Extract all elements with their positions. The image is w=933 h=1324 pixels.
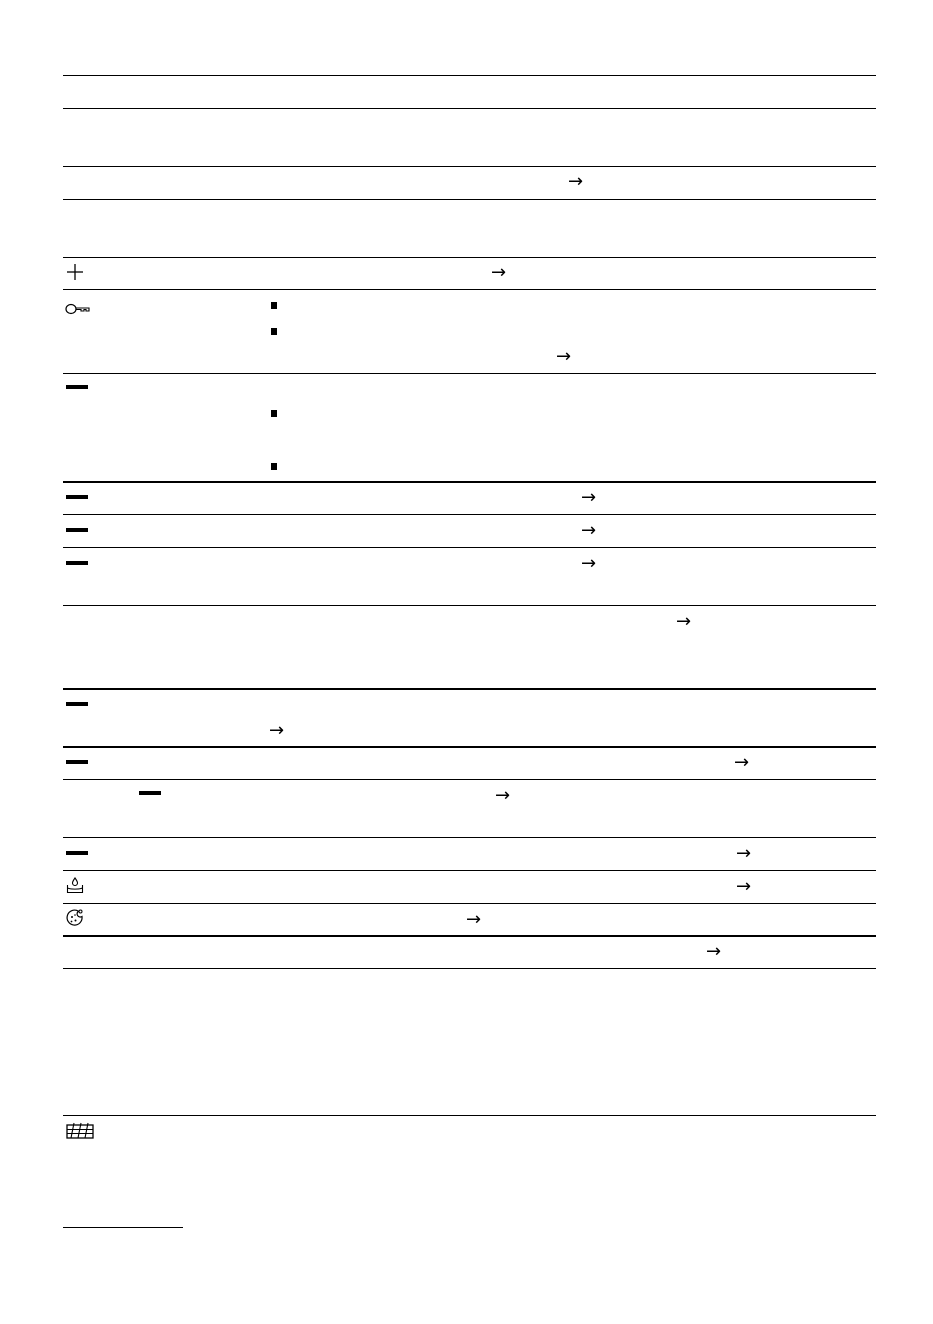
- dash-icon: [139, 791, 161, 795]
- dash-icon: [66, 528, 88, 532]
- arrow-symbol: →: [736, 876, 752, 897]
- table-rule: [63, 481, 876, 483]
- water-drop-icon: [66, 877, 84, 894]
- list-bullet: [271, 302, 277, 309]
- dash-icon: [66, 385, 88, 389]
- table-rule: [63, 870, 876, 871]
- arrow-symbol: →: [556, 346, 572, 367]
- dash-icon: [66, 851, 88, 855]
- dash-icon: [66, 702, 88, 706]
- arrow-symbol: →: [676, 611, 692, 632]
- table-rule: [63, 166, 876, 167]
- arrow-symbol: →: [495, 785, 511, 806]
- table-rule: [63, 968, 876, 969]
- table-rule: [63, 1115, 876, 1116]
- table-rule: [63, 514, 876, 515]
- table-rule: [63, 903, 876, 904]
- table-rule: [63, 605, 876, 606]
- arrow-symbol: →: [466, 909, 482, 930]
- arrow-symbol: →: [491, 262, 507, 283]
- list-bullet: [271, 463, 277, 470]
- grid-icon: [66, 1122, 94, 1140]
- plus-icon: [66, 263, 84, 281]
- arrow-symbol: →: [568, 171, 584, 192]
- footnote-rule: [63, 1227, 183, 1228]
- dash-icon: [66, 561, 88, 565]
- key-icon: [65, 302, 91, 316]
- table-rule: [63, 837, 876, 838]
- table-rule: [63, 746, 876, 748]
- table-rule: [63, 199, 876, 200]
- table-rule: [63, 779, 876, 780]
- arrow-symbol: →: [581, 520, 597, 541]
- dash-icon: [66, 760, 88, 764]
- arrow-symbol: →: [581, 487, 597, 508]
- table-rule: [63, 935, 876, 937]
- arrow-symbol: →: [736, 843, 752, 864]
- list-bullet: [271, 410, 277, 417]
- table-rule: [63, 373, 876, 374]
- table-rule: [63, 547, 876, 548]
- cookie-icon: [66, 909, 84, 927]
- table-rule: [63, 688, 876, 690]
- arrow-symbol: →: [706, 941, 722, 962]
- arrow-symbol: →: [269, 720, 285, 741]
- table-rule: [63, 257, 876, 258]
- table-rule: [63, 108, 876, 109]
- dash-icon: [66, 495, 88, 499]
- list-bullet: [271, 328, 277, 335]
- arrow-symbol: →: [734, 752, 750, 773]
- arrow-symbol: →: [581, 553, 597, 574]
- table-rule: [63, 75, 876, 76]
- table-rule: [63, 289, 876, 290]
